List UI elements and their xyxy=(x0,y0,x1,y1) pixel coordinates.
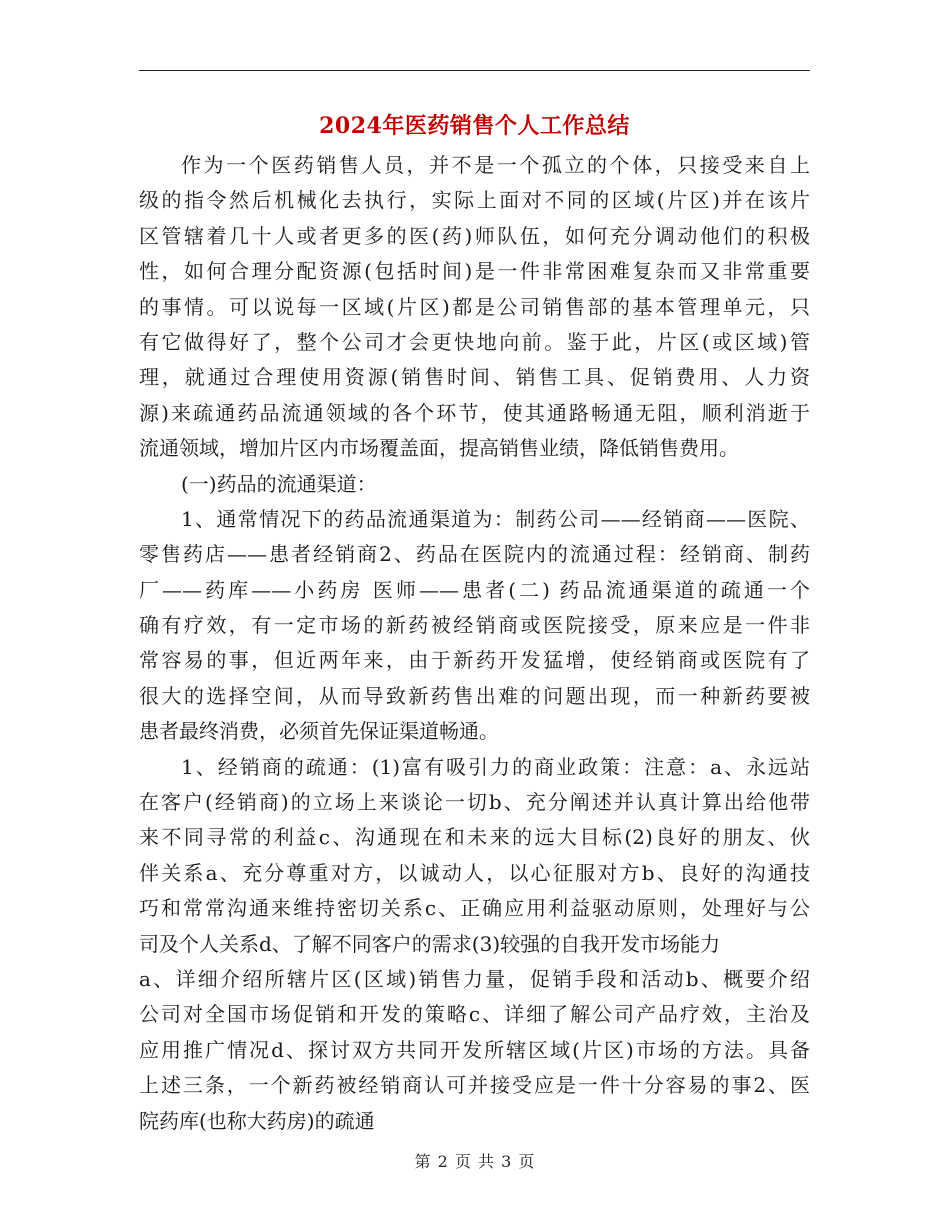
text-line: 流通领域，增加片区内市场覆盖面，提高销售业绩，降低销售费用。 xyxy=(139,436,739,461)
text-line: 级的指令然后机械化去执行，实际上面对不同的区域(片区)并在该片 xyxy=(139,188,810,213)
text-line: 理，就通过合理使用资源(销售时间、销售工具、促销费用、人力资 xyxy=(139,365,810,390)
text-line: 司及个人关系d、了解不同客户的需求(3)较强的自我开发市场能力 xyxy=(139,931,721,956)
text-line: 上述三条，一个新药被经销商认可并接受应是一件十分容易的事2、医 xyxy=(139,1073,810,1098)
text-line: 公司对全国市场促销和开发的策略c、详细了解公司产品疗效，主治及 xyxy=(139,1002,810,1027)
text-line: 在客户(经销商)的立场上来谈论一切b、充分阐述并认真计算出给他带 xyxy=(139,790,810,815)
text-line: 有它做得好了，整个公司才会更快地向前。鉴于此，片区(或区域)管 xyxy=(139,329,810,354)
document-body xyxy=(139,148,810,1139)
text-line: 的事情。可以说每一区域(片区)都是公司销售部的基本管理单元，只 xyxy=(139,294,810,319)
text-line: 性，如何合理分配资源(包括时间)是一件非常困难复杂而又非常重要 xyxy=(139,259,810,284)
text-line: 确有疗效，有一定市场的新药被经销商或医院接受，原来应是一件非 xyxy=(139,613,810,638)
text-line: 常容易的事，但近两年来，由于新药开发猛增，使经销商或医院有了 xyxy=(139,648,810,673)
text-line: 区管辖着几十人或者更多的医(药)师队伍，如何充分调动他们的积极 xyxy=(139,223,810,248)
document-title: 2024年医药销售个人工作总结 xyxy=(319,113,630,139)
text-line: 患者最终消费，必须首先保证渠道畅通。 xyxy=(139,719,499,744)
page-number-footer: 第 2 页 共 3 页 xyxy=(414,1152,536,1171)
text-line: 厂——药库——小药房 医师——患者(二) 药品流通渠道的疏通一个 xyxy=(139,577,810,602)
section-heading: (一)药品的流通渠道： xyxy=(181,471,377,496)
text-line: 源)来疏通药品流通领域的各个环节，使其通路畅通无阻，顺利消逝于 xyxy=(139,400,810,425)
text-line: a、详细介绍所辖片区(区域)销售力量，促销手段和活动b、概要介绍 xyxy=(139,966,810,991)
text-line: 很大的选择空间，从而导致新药售出难的问题出现，而一种新药要被 xyxy=(139,683,810,708)
text-line: 1、经销商的疏通：(1)富有吸引力的商业政策：注意：a、永远站 xyxy=(181,754,810,779)
text-line: 院药库(也称大药房)的疏通 xyxy=(139,1108,375,1133)
text-line: 巧和常常沟通来维持密切关系c、正确应用利益驱动原则，处理好与公 xyxy=(139,896,810,921)
text-line: 1、通常情况下的药品流通渠道为：制药公司——经销商——医院、 xyxy=(181,506,810,531)
text-line: 作为一个医药销售人员，并不是一个孤立的个体，只接受来自上 xyxy=(181,153,810,177)
text-line: 零售药店——患者经销商2、药品在医院内的流通过程：经销商、制药 xyxy=(139,542,810,567)
text-line: 伴关系a、充分尊重对方，以诚动人，以心征服对方b、良好的沟通技 xyxy=(139,860,810,885)
text-line: 应用推广情况d、探讨双方共同开发所辖区域(片区)市场的方法。具备 xyxy=(139,1037,810,1062)
header-rule xyxy=(139,70,810,71)
text-line: 来不同寻常的利益c、沟通现在和未来的远大目标(2)良好的朋友、伙 xyxy=(139,825,810,850)
